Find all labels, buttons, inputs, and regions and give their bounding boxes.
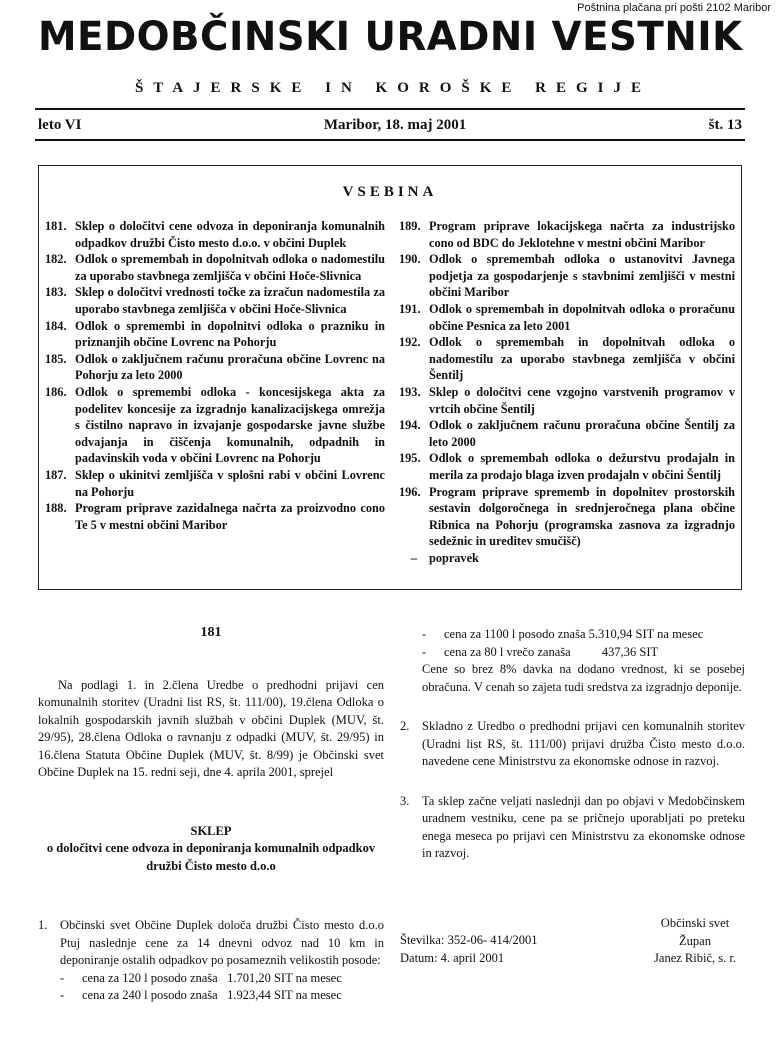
contents-entry (399, 251, 735, 301)
contents-entry (399, 384, 735, 417)
contents-entry (399, 450, 735, 483)
header-rule-top (35, 108, 745, 110)
contents-entry-number: 182. (45, 252, 67, 267)
issue-number: št. 13 (708, 117, 742, 133)
price-dash: - (422, 644, 427, 659)
price-line (38, 987, 384, 1005)
contents-entry-number: – (410, 550, 418, 565)
contents-entry (399, 334, 735, 384)
contents-left-column (45, 218, 385, 533)
article-preamble: Na podlagi 1. in 2.člena Uredbe o predhodni prijavi cen komunalnih storitev (Uradni list RS, št. 111/00), 19.člena Odloka o lokalnih gospodarskih javnih službah v občini Duplek (MUV, št. 29/95), 28.člena Odloka o ravnanju z odpadki (MUV, št. 29/95) in 16.člena Statuta Občine Duplek (MUV, št. 8/99) je Občinski svet Občine Duplek na 15. redni seji, dne 4. aprila 2001, sprejel (38, 677, 384, 779)
contents-entry (45, 218, 385, 251)
price-text: cena za 80 l vrečo zanaša 437,36 SIT (444, 644, 659, 659)
article-right-column (400, 626, 745, 863)
contents-entry-number: 195. (399, 451, 421, 466)
masthead-subtitle: ŠTAJERSKE IN KOROŠKE REGIJE (134, 80, 652, 96)
signature-name: Janez Ribič, s. r. (654, 951, 736, 965)
contents-right-column (399, 218, 735, 566)
contents-entry (45, 351, 385, 384)
contents-entry-title: Odlok o spremembah odloka o dežurstvu prodajaln in merila za prodajo blaga izven prodajaln v občini Šentilj (429, 451, 735, 482)
contents-entry-title: Odlok o spremembi in dopolnitvi odloka o prazniku in priznanjih občine Lovrenc na Pohorju (75, 318, 385, 350)
price-line (400, 626, 745, 644)
contents-entry-number: 181. (45, 219, 67, 233)
vat-note: Cene so brez 8% davka na dodano vrednost, ki se posebej obračuna. V cenah so zajeta tudi sredstva za izgradnjo deponije. (422, 662, 745, 694)
issue-place-date: Maribor, 18. maj 2001 (323, 117, 467, 133)
contents-entry (45, 500, 385, 533)
contents-entry-number: 192. (399, 335, 421, 350)
list-item-2 (400, 718, 745, 771)
contents-entry-number: 184. (45, 318, 67, 333)
issue-line (38, 117, 742, 134)
contents-entry-title: Program priprave lokacijskega načrta za industrijsko cono od BDC do Jeklotehne v mestni občini Maribor (429, 219, 735, 250)
contents-entry-number: 190. (399, 252, 421, 267)
price-text: cena za 1100 l posodo znaša 5.310,94 SIT na mesec (444, 627, 704, 641)
decision-title: SKLEP (190, 823, 232, 838)
price-dash: - (422, 627, 427, 641)
contents-entry-title: Sklep o določitvi vrednosti točke za izračun nadomestila za uporabo stavbnega zemljišča v občini Hoče-Slivnica (75, 285, 385, 316)
list-item-2-text: Skladno z Uredbo o predhodni prijavi cen komunalnih storitev (Uradni list RS, št. 111/00) prijavi družba Čisto mesto d.o.o. navedene cene Ministrstvu za ekonomske odnose in razvoj. (422, 719, 745, 768)
contents-entry-title: Odlok o spremembah in dopolnitvah odloka o proračunu občine Pesnica za leto 2001 (429, 301, 735, 333)
document-date: Datum: 4. april 2001 (400, 950, 505, 965)
contents-entry-number: 196. (399, 484, 421, 499)
contents-entry-title: Odlok o spremembah odloka o ustanovitvi Javnega podjetja za gospodarjenje s stavbnimi zemljišči v mestni občini Maribor (429, 252, 735, 300)
article-left-column (38, 624, 384, 1005)
contents-entry-title: Program priprave zazidalnega načrta za proizvodno cono Te 5 v mestni občini Maribor (75, 501, 385, 532)
document-reference (400, 932, 538, 967)
contents-entry (399, 550, 735, 567)
contents-entry (45, 251, 385, 284)
list-item-3 (400, 793, 745, 863)
contents-entry-title: Program priprave sprememb in dopolnitev prostorskih sestavin dolgoročnega in srednjeročnega plana občine Ribnica na Pohorju (programska zasnova za izgradnjo sedežnic in ureditev smučišč) (429, 484, 735, 549)
contents-entry-title: Odlok o zaključnem računu proračuna občine Lovrenc na Pohorju za leto 2000 (75, 351, 385, 383)
contents-entry-title: Odlok o spremembah in dopolnitvah odloka o nadomestilu za uporabo stavbnega zemljišča v občini Hoče-Slivnica (75, 252, 385, 283)
price-text: cena za 120 l posodo znaša 1.701,20 SIT na mesec (82, 970, 342, 985)
contents-entry-number: 193. (399, 384, 421, 399)
contents-entry-title: popravek (429, 550, 479, 565)
header-rule-bottom (35, 139, 745, 141)
contents-entry (45, 384, 385, 467)
issue-year: leto VI (38, 117, 82, 133)
contents-entry (399, 301, 735, 334)
signature-title: Župan (679, 933, 711, 948)
contents-entry-title: Sklep o določitvi cene odvoza in deponiranja komunalnih odpadkov družbi Čisto mesto d.o.o. v občini Duplek (75, 219, 385, 250)
contents-entry-number: 191. (399, 301, 421, 316)
price-text: cena za 240 l posodo znaša 1.923,44 SIT na mesec (82, 988, 342, 1002)
contents-entry-title: Sklep o ukinitvi zemljišča v splošni rabi v občini Lovrenc na Pohorju (75, 467, 385, 499)
list-item-1 (38, 917, 384, 970)
signature-block (640, 915, 750, 968)
postage-note: Poštnina plačana pri pošti 2102 Maribor (577, 2, 771, 14)
contents-title: VSEBINA (342, 184, 438, 200)
contents-entry-title: Odlok o zaključnem računu proračuna občine Šentilj za leto 2000 (429, 418, 735, 449)
contents-entry-title: Odlok o spremembah in dopolnitvah odloka o nadomestilu za uporabo stavbnega zemljišča v občini Šentilj (429, 335, 735, 383)
contents-entry (45, 284, 385, 317)
price-dash: - (60, 988, 65, 1002)
signature-council: Občinski svet (660, 916, 730, 930)
contents-box (38, 165, 742, 590)
list-item-1-text: Občinski svet Občine Duplek določa družbi Čisto mesto d.o.o Ptuj naslednje cene za 14 dnevni odvoz nad 10 km in deponiranje ostalih odpadkov po posameznih velikostih posode: (60, 918, 384, 967)
contents-entry-number: 183. (45, 285, 67, 300)
contents-entry-number: 186. (45, 384, 67, 399)
masthead-title: MEDOBČINSKI URADNI VESTNIK (38, 14, 743, 60)
article-number: 181 (200, 625, 222, 640)
list-item-1-number: 1. (38, 918, 48, 932)
contents-entry-title: Odlok o spremembi odloka - koncesijskega akta za podelitev koncesije za izgradnjo kanalizacijskega omrežja s čistilno napravo in izvajanje gospodarske javne službe odvajanja in čiščenja komunalnih, odpadnih in padavinskih voda v občini Lovrenc na Pohorju (75, 384, 385, 466)
contents-entry-title: Sklep o določitvi cene vzgojno varstvenih programov v vrtcih občine Šentilj (429, 384, 735, 416)
price-line (38, 970, 384, 988)
list-item-3-number: 3. (400, 793, 410, 808)
price-dash: - (60, 970, 65, 985)
contents-entry (45, 318, 385, 351)
contents-entry-number: 189. (399, 219, 421, 233)
contents-entry-number: 194. (399, 418, 421, 433)
contents-entry-number: 188. (45, 501, 67, 516)
price-line (400, 644, 745, 662)
contents-entry (399, 417, 735, 450)
list-item-2-number: 2. (400, 719, 410, 733)
contents-entry (45, 467, 385, 500)
list-item-3-text: Ta sklep začne veljati naslednji dan po objavi v Medobčinskem uradnem vestniku, cene pa se pričnejo uporabljati po preteku enega meseca po prijavi cen Ministrstvu za ekonomske odnose in razvoj. (422, 793, 745, 860)
contents-entry-number: 185. (45, 351, 67, 366)
document-number: Številka: 352-06- 414/2001 (400, 933, 538, 947)
contents-entry-number: 187. (45, 467, 67, 482)
decision-subtitle: o določitvi cene odvoza in deponiranja komunalnih odpadkov družbi Čisto mesto d.o.o (46, 841, 376, 873)
contents-entry (399, 484, 735, 550)
contents-entry (399, 218, 735, 251)
